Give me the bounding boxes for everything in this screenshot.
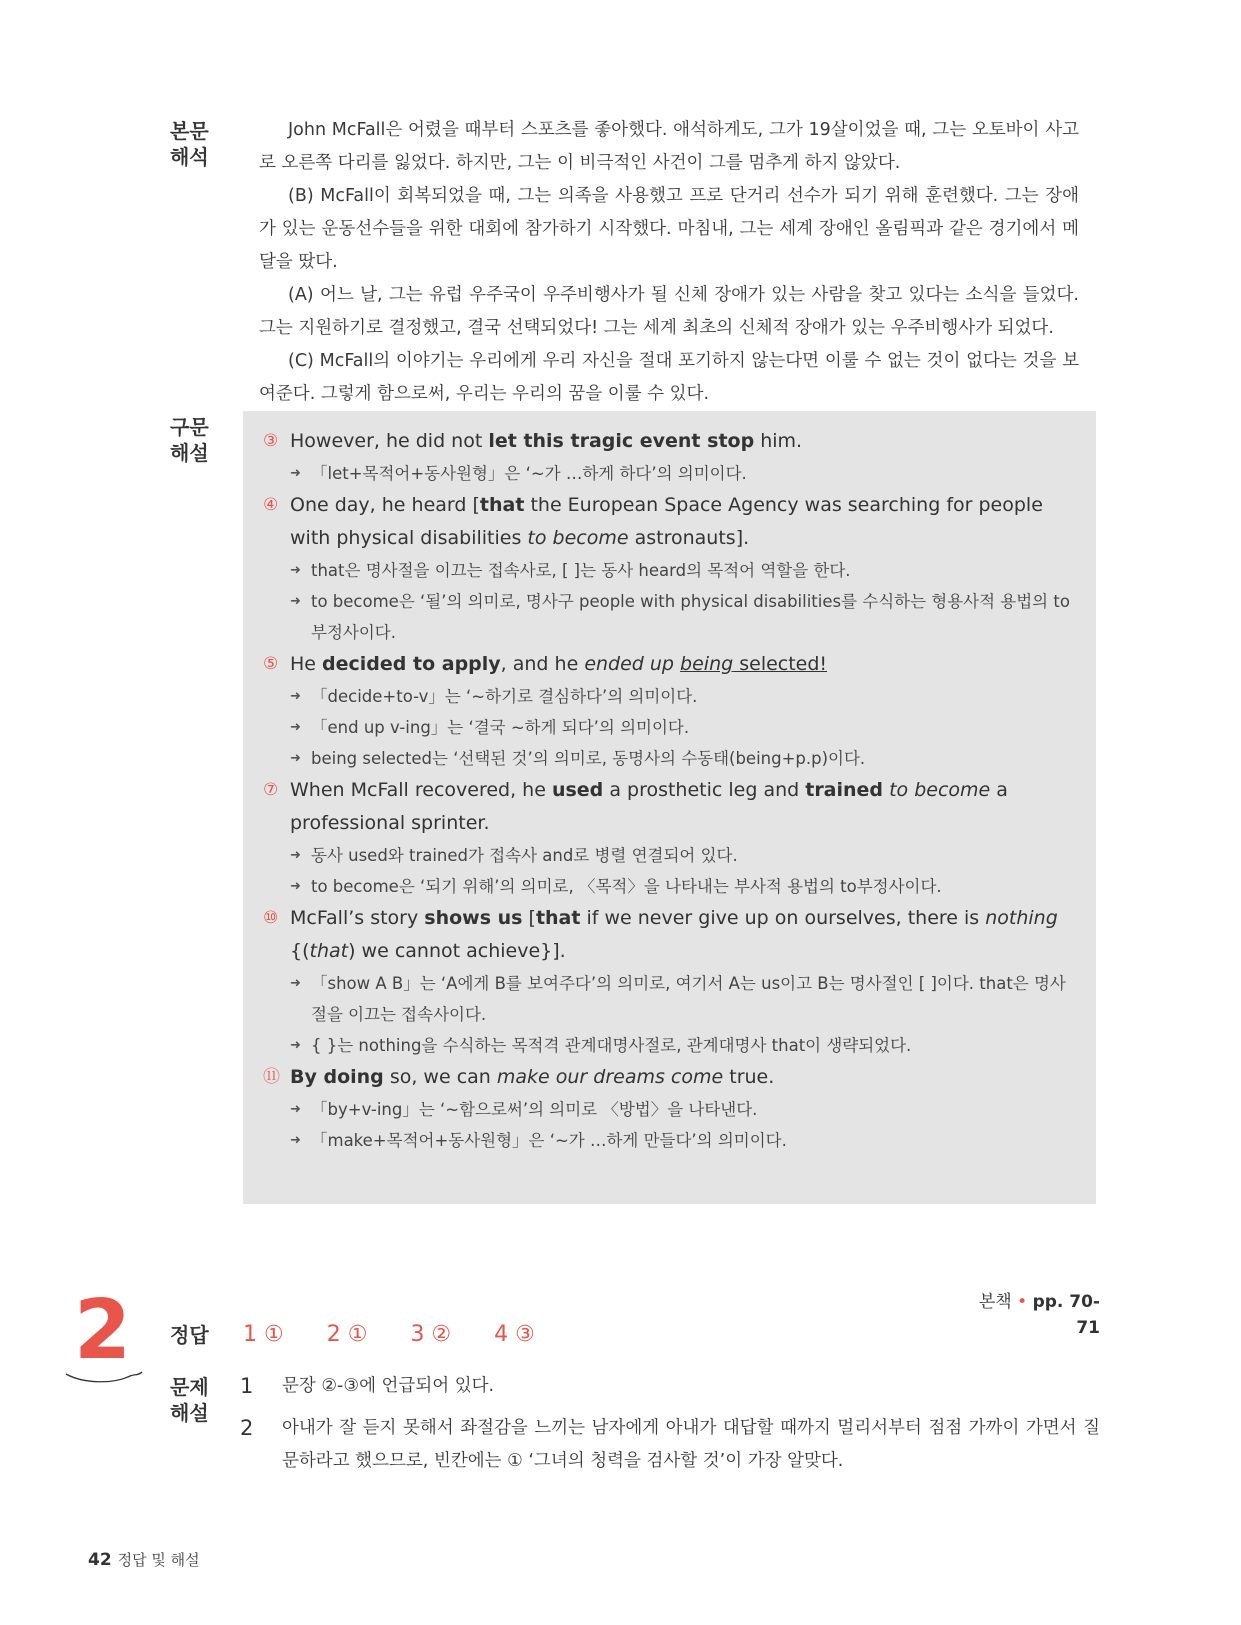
grammar-note: ➜ { }는 nothing을 수식하는 목적격 관계대명사절로, 관계대명사 that이 생략되었다. xyxy=(290,1030,1073,1061)
grammar-note: ➜ that은 명사절을 이끄는 접속사로, [ ]는 동사 heard의 목적어 역할을 한다. xyxy=(290,555,1073,586)
explanation-item xyxy=(240,1370,1100,1403)
english-sentence: One day, he heard [that the European Space Agency was searching for people with physical disabilities to become astronauts]. xyxy=(290,494,1043,549)
translation-paragraph: (B) McFall이 회복되었을 때, 그는 의족을 사용했고 프로 단거리 선수가 되기 위해 훈련했다. 그는 장애가 있는 운동선수들을 위한 대회에 참가하기 시작했다. 마침내, 그는 세계 장애인 올림픽과 같은 경기에서 메달을 땄다. xyxy=(259,186,1079,272)
explanation-text: 문장 ②-③에 언급되어 있다. xyxy=(282,1376,495,1396)
explanation-label xyxy=(170,1374,240,1426)
label-line: 해석 xyxy=(170,145,209,169)
translation-paragraph: (A) 어느 날, 그는 유럽 우주국이 우주비행사가 될 신체 장애가 있는 사람을 찾고 있다는 소식을 들었다. 그는 지원하기로 결정했고, 결국 선택되었다! 그는 세계 최초의 신체적 장애가 있는 우주비행사가 되었다. xyxy=(259,285,1079,338)
translation-paragraph: (C) McFall의 이야기는 우리에게 우리 자신을 절대 포기하지 않는다면 이룰 수 없는 것이 없다는 것을 보여준다. 그렇게 함으로써, 우리는 우리의 꿈을 이룰 수 있다. xyxy=(259,351,1079,404)
label-line: 본문 xyxy=(170,119,209,143)
answer-item: 3 ② xyxy=(410,1322,452,1347)
page-footer xyxy=(88,1548,200,1572)
section-label-grammar xyxy=(170,414,240,466)
grammar-item xyxy=(263,489,1073,648)
arrow-icon: ➜ xyxy=(290,594,301,609)
english-sentence: He decided to apply, and he ended up being selected! xyxy=(290,653,828,675)
arrow-icon: ➜ xyxy=(290,751,301,766)
grammar-item xyxy=(263,774,1073,902)
english-sentence: However, he did not let this tragic event stop him. xyxy=(290,430,803,452)
grammar-note: ➜ to become은 ‘될’의 의미로, 명사구 people with physical disabilities를 수식하는 형용사적 용법의 to부정사이다. xyxy=(290,586,1073,648)
grammar-note: ➜ being selected는 ‘선택된 것’의 의미로, 동명사의 수동태(being+p.p)이다. xyxy=(290,743,1073,774)
label-line: 구문 xyxy=(170,415,209,439)
translation-text xyxy=(259,114,1079,411)
arrow-icon: ➜ xyxy=(290,1133,301,1148)
sentence-number: ③ xyxy=(263,431,279,451)
explanation-number: 2 xyxy=(240,1416,254,1440)
english-sentence: By doing so, we can make our dreams come true. xyxy=(290,1066,775,1088)
grammar-note: ➜ 「show A B」는 ‘A에게 B를 보여주다’의 의미로, 여기서 A는 us이고 B는 명사절인 [ ]이다. that은 명사절을 이끄는 접속사이다. xyxy=(290,968,1073,1030)
grammar-item xyxy=(263,902,1073,1061)
swoosh-decoration xyxy=(64,1368,144,1390)
label-line: 문제 xyxy=(170,1375,209,1399)
label-line: 해설 xyxy=(170,441,209,465)
part-number: 2 xyxy=(74,1283,132,1378)
answer-label: 정답 xyxy=(170,1323,209,1347)
arrow-icon: ➜ xyxy=(290,720,301,735)
grammar-item xyxy=(263,425,1073,489)
section-label-translation xyxy=(170,118,240,170)
english-sentence: McFall’s story shows us [that if we never give up on ourselves, there is nothing {(that) we cannot achieve}]. xyxy=(290,907,1058,962)
explanation-number: 1 xyxy=(240,1374,254,1398)
sentence-number: ⑪ xyxy=(263,1067,280,1087)
arrow-icon: ➜ xyxy=(290,879,301,894)
arrow-icon: ➜ xyxy=(290,689,301,704)
arrow-icon: ➜ xyxy=(290,1102,301,1117)
grammar-item xyxy=(263,1061,1073,1156)
explanation-text: 아내가 잘 듣지 못해서 좌절감을 느끼는 남자에게 아내가 대답할 때까지 멀리서부터 점점 가까이 가면서 질문하라고 했으므로, 빈칸에는 ① ‘그녀의 청력을 검사할 것’이 가장 알맞다. xyxy=(282,1418,1100,1471)
answer-item: 4 ③ xyxy=(494,1322,535,1347)
sentence-number: ⑤ xyxy=(263,654,279,674)
page-number: 42 xyxy=(88,1550,112,1570)
label-line: 해설 xyxy=(170,1401,209,1425)
sentence-number: ⑦ xyxy=(263,780,279,800)
grammar-note: ➜ 「make+목적어+동사원형」은 ‘~가 …하게 만들다’의 의미이다. xyxy=(290,1125,1073,1156)
translation-paragraph: John McFall은 어렸을 때부터 스포츠를 좋아했다. 애석하게도, 그가 19살이었을 때, 그는 오토바이 사고로 오른쪽 다리를 잃었다. 하지만, 그는 이 비극적인 사건이 그를 멈추게 하지 않았다. xyxy=(259,120,1079,173)
grammar-item xyxy=(263,648,1073,774)
sentence-number: ⑩ xyxy=(263,908,279,928)
arrow-icon: ➜ xyxy=(290,466,301,481)
page-reference: 본책 • pp. 70-71 xyxy=(978,1292,1100,1338)
arrow-icon: ➜ xyxy=(290,848,301,863)
answer-item: 2 ① xyxy=(326,1322,368,1347)
grammar-note: ➜ to become은 ‘되기 위해’의 의미로, 〈목적〉을 나타내는 부사적 용법의 to부정사이다. xyxy=(290,871,1073,902)
grammar-note: ➜ 「let+목적어+동사원형」은 ‘~가 …하게 하다’의 의미이다. xyxy=(290,458,1073,489)
dot-icon: • xyxy=(1017,1292,1028,1312)
arrow-icon: ➜ xyxy=(290,976,301,991)
grammar-box xyxy=(243,411,1096,1204)
english-sentence: When McFall recovered, he used a prosthetic leg and trained to become a professional sprinter. xyxy=(290,779,1008,834)
footer-title: 정답 및 해설 xyxy=(117,1551,200,1569)
explanation-item xyxy=(240,1412,1100,1478)
grammar-note: ➜ 「decide+to-v」는 ‘~하기로 결심하다’의 의미이다. xyxy=(290,681,1073,712)
answer-item: 1 ① xyxy=(243,1322,284,1347)
answer-list xyxy=(243,1318,571,1352)
arrow-icon: ➜ xyxy=(290,1038,301,1053)
sentence-number: ④ xyxy=(263,495,279,515)
grammar-note: ➜ 동사 used와 trained가 접속사 and로 병렬 연결되어 있다. xyxy=(290,840,1073,871)
grammar-note: ➜ 「end up v-ing」는 ‘결국 ~하게 되다’의 의미이다. xyxy=(290,712,1073,743)
grammar-note: ➜ 「by+v-ing」는 ‘~함으로써’의 의미로 〈방법〉을 나타낸다. xyxy=(290,1094,1073,1125)
arrow-icon: ➜ xyxy=(290,563,301,578)
